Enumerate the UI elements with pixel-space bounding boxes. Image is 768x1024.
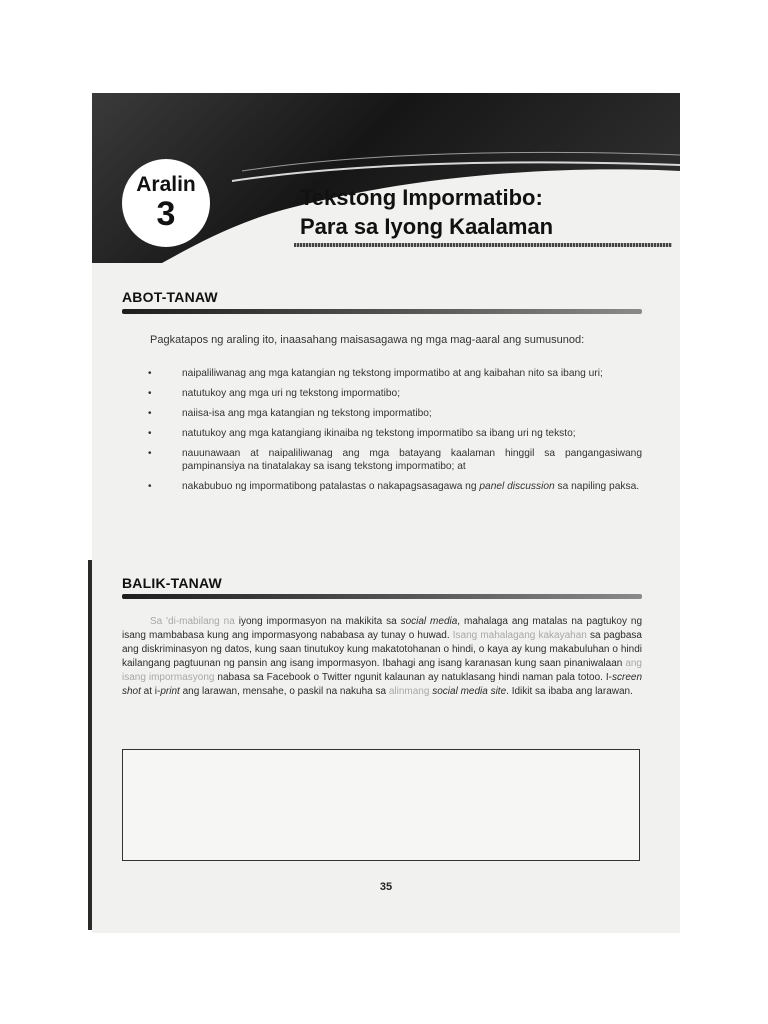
lesson-title-line-1: Tekstong Impormatibo: [300,185,543,210]
balik-tanaw-rule [122,594,642,599]
objective-item: • natutukoy ang mga katangiang ikinaiba ng tekstong impormatibo sa ibang uri ng teksto; [148,428,576,439]
lesson-title [300,183,660,241]
abot-tanaw-intro: Pagkatapos ng araling ito, inaasahang maisasagawa ng mga mag-aaral ang sumusunod: [150,334,585,346]
abot-tanaw-rule [122,309,642,314]
balik-tanaw-heading: BALIK-TANAW [122,575,222,591]
objective-item: • naipaliliwanag ang mga katangian ng tekstong impormatibo at ang kaibahan nito sa ibang uri; [148,368,603,379]
page-number: 35 [379,881,393,893]
image-paste-box[interactable] [122,749,640,861]
lesson-badge [122,159,210,247]
title-underline [294,243,672,247]
objectives-list [122,367,642,500]
objective-item: • natutukoy ang mga uri ng tekstong impormatibo; [148,388,401,399]
lesson-label: Aralin [136,173,196,196]
objective-item: • naiisa-isa ang mga katangian ng tekstong impormatibo; [148,408,432,419]
balik-tanaw-paragraph: Sa 'di-mabilang na iyong impormasyon na makikita sa social media, mahalaga ang matalas na pagtukoy ng isang mambabasa kung ang impormasyong nababasa ay tunay o huwad. Isang mahalagang kakayahan sa pagbasa ang diskriminasyon ng datos, kung saan tinutukoy kung makatotohanan o hindi, o kaya ay kung makabuluhan o hindi kailangang pagtuunan ng pansin ang isang impormasyon. Ibahagi ang isang karanasan kung saan pinaniwalaan ang isang impormasyong nabasa sa Facebook o Twitter ngunit kalaunan ay natuklasang hindi naman pala totoo. I-screen shot at i-print ang larawan, mensahe, o paskil na nakuha sa alinmang social media site. Idikit sa ibaba ang larawan. [122,616,643,697]
objective-item: • nauunawaan at naipaliliwanag ang mga batayang kaalaman hinggil sa pangangasiwang pampinansiya na tinatalakay sa isang tekstong impormatibo; at [148,448,642,472]
objective-item: • nakabubuo ng impormatibong patalastas o nakapagsasagawa ng panel discussion sa napiling paksa. [148,481,640,492]
abot-tanaw-heading: ABOT-TANAW [122,289,218,305]
lesson-number: 3 [156,195,176,233]
lesson-title-line-2: Para sa Iyong Kaalaman [300,214,554,239]
textbook-page [92,93,680,933]
